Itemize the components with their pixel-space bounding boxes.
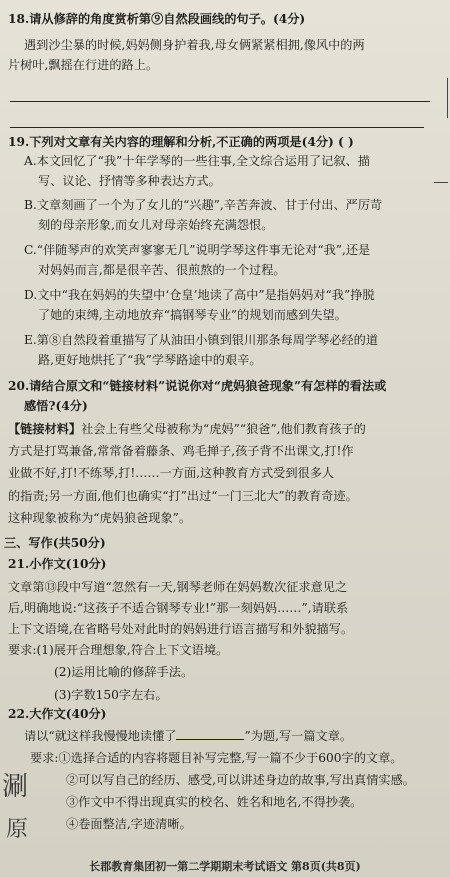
section-writing-title: 三、写作(共50分) [4, 536, 106, 550]
q22-requirement-3: ③作文中不得出现真实的校名、姓名和地名,不得抄袭。 [66, 795, 363, 809]
q19-option-a-line1: A.本文回忆了“我”十年学琴的一些往事,全文综合运用了记叙、描 [24, 154, 370, 168]
q18-quote-line2: 片树叶,飘摇在行进的路上。 [8, 58, 159, 72]
q19-option-d-line1: D.文中“我在妈妈的失望中‘仓皇’地读了高中”是指妈妈对“我”挣脱 [24, 288, 375, 302]
q18-stem: 18.请从修辞的角度赏析第⑨自然段画线的句子。(4分) [8, 12, 306, 26]
handwritten-mark: 涮 [2, 772, 29, 802]
link-material-label: 【链接材料】 [8, 422, 82, 436]
q22-requirement-2: ②可以写自己的经历、感受,可以讲述身边的故事,写出真情实感。 [66, 773, 415, 787]
edge-bracket-mark [433, 78, 448, 118]
q19-option-d-line2: 了她的束缚,主动地放弃“搞钢琴专业”的规划而感到失望。 [38, 308, 347, 322]
q19-option-b-line2: 刻的母亲形象,而女儿对母亲始终充满怨恨。 [38, 218, 274, 232]
q22-prompt-pre: 请以“就这样我慢慢地读懂了 [24, 729, 177, 743]
q21-requirement-2: (2)运用比喻的修辞手法。 [54, 665, 194, 679]
title-blank [176, 727, 244, 740]
link-material-line4: 的指责;另一方面,他们也确实“打”出过“一门三北大”的教育奇迹。 [8, 489, 358, 503]
answer-line [10, 101, 430, 102]
q19-option-a-line2: 写、议论、抒情等多种表达方式。 [38, 174, 221, 188]
link-material-line2: 方式是打骂兼备,常常备着藤条、鸡毛掸子,孩子背不出课文,打!作 [8, 444, 354, 458]
q20-stem-line1: 20.请结合原文和“链接材料”说说你对“虎妈狼爸现象”有怎样的看法或 [8, 379, 387, 393]
q21-line2: 后,明确地说:“这孩子不适合钢琴专业!”那一刻妈妈……”,请联系 [8, 601, 349, 615]
link-material-line1: 社会上有些父母被称为“虎妈”“狼爸”,他们教育孩子的 [81, 422, 366, 436]
q19-option-e-line2: 路,更好地烘托了“我”学琴路途中的艰辛。 [38, 353, 262, 367]
q22-prompt [24, 727, 436, 746]
q21-requirement-3: (3)字数150字左右。 [54, 688, 168, 702]
q22-requirement-1: 要求:①选择合适的内容将题目补写完整,写一篇不少于600字的文章。 [30, 751, 403, 765]
q19-stem: 19.下列对文章有关内容的理解和分析,不正确的两项是(4分) ( ) [8, 135, 354, 149]
q19-option-b-line1: B.文章刻画了一个为了女儿的“兴趣”,辛苦奔波、甘于付出、严厉苛 [24, 198, 383, 212]
q21-line1: 文章第⑬段中写道“忽然有一天,钢琴老师在妈妈数次征求意见之 [8, 580, 348, 594]
handwritten-mark: 原 [6, 817, 29, 842]
q20-stem-line2: 感悟?(4分) [24, 399, 88, 413]
q21-title: 21.小作文(10分) [8, 557, 107, 571]
q19-option-c-line2: 对妈妈而言,都是很辛苦、很煎熬的一个过程。 [38, 263, 286, 277]
q21-line3: 上下文语境,在省略号处对此时的妈妈进行语言描写和外貌描写。 [8, 622, 354, 636]
link-material-line5: 这种现象被称为“虎妈狼爸现象”。 [8, 511, 192, 525]
edge-bracket-mark [434, 168, 448, 183]
q18-quote-line1: 遇到沙尘暴的时候,妈妈侧身护着我,母女俩紧紧相拥,像风中的两 [24, 38, 365, 52]
link-material-line3: 业做不好,打!不练琴,打!……一方面,这种教育方式受到很多人 [8, 466, 335, 480]
q21-requirement-1: 要求:(1)展开合理想象,符合上下文语境。 [8, 643, 229, 657]
q22-title: 22.大作文(40分) [8, 707, 107, 721]
answer-line [10, 127, 424, 128]
q22-requirement-4: ④卷面整洁,字迹清晰。 [66, 817, 192, 831]
page-footer: 长郡教育集团初一第二学期期末考试语文 第8页(共8页) [89, 860, 361, 873]
q19-option-e-line1: E.第⑧自然段着重描写了从油田小镇到银川那条每周学琴必经的道 [24, 333, 379, 347]
q22-prompt-post: ”为题,写一篇文章。 [244, 729, 353, 743]
q19-option-c-line1: C.“伴随琴声的欢笑声寥寥无几”说明学琴这件事无论对“我”,还是 [24, 243, 371, 257]
q20-link-material [8, 420, 436, 439]
